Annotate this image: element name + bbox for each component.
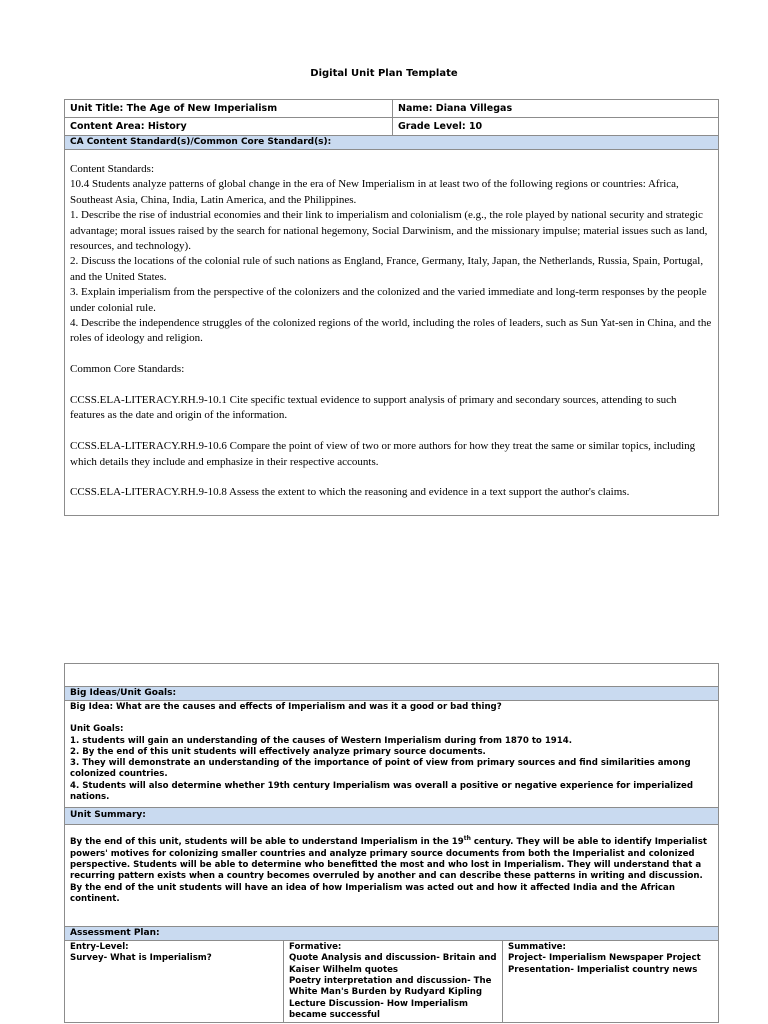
standards-body-row: [65, 150, 718, 515]
big-idea: Big Idea: What are the causes and effects of Imperialism and was it a good or bad thing?: [70, 702, 502, 712]
summative-column: [503, 941, 718, 1022]
assessment-header-row: [65, 927, 718, 941]
unit-goals-table: [64, 663, 719, 1023]
unit-goal-4: 4. Students will also determine whether 19th century Imperialism was overall a positive or negative experience for imperialized nations.: [70, 780, 693, 803]
summative-heading: Summative:: [508, 942, 566, 953]
formative-item: Poetry interpretation and discussion- The White Man's Burden by Rudyard Kipling: [289, 976, 492, 998]
summary-header: Unit Summary:: [70, 810, 146, 821]
unit-goals-heading: Unit Goals:: [70, 724, 124, 735]
summative-item: Project- Imperialism Newspaper Project: [508, 953, 701, 964]
standards-header: CA Content Standard(s)/Common Core Standard(s):: [70, 137, 332, 147]
common-core-heading: Common Core Standards:: [70, 363, 185, 376]
standard-2: 2. Discuss the locations of the colonial rule of such nations as England, France, Germany, Italy, Japan, the Netherlands, Russia, Spain, Portugal, and the United States.: [70, 255, 704, 283]
formative-item: Lecture Discussion- How Imperialism became successful: [289, 998, 468, 1020]
summary-body: [65, 825, 718, 926]
big-ideas-body: [65, 701, 718, 807]
content-area-row: [65, 118, 718, 136]
standards-header-row: [65, 136, 718, 150]
summary-header-row: [65, 808, 718, 825]
common-core-standard-6: CCSS.ELA-LITERACY.RH.9-10.6 Compare the point of view of two or more authors for how they treat the same or similar topics, including which details they include and emphasize in their respective accounts.: [70, 440, 696, 468]
formative-heading: Formative:: [289, 942, 342, 953]
standard-4: 4. Describe the independence struggles of the colonized regions of the world, including the roles of leaders, such as Sun Yat-sen in China, and the roles of ideology and religion.: [70, 317, 712, 345]
big-ideas-header: Big Ideas/Unit Goals:: [70, 688, 177, 698]
big-ideas-body-row: [65, 701, 718, 808]
standard-1: 1. Describe the rise of industrial economies and their link to imperialism and colonialism (e.g., the role played by national security and strategic advantage; moral issues raised by the search for national hegemony, Social Darwinism, and the missionary impulse; material issues such as land, resources, and technology).: [70, 209, 708, 253]
blank-row: [65, 664, 718, 687]
entry-level-column: [65, 941, 284, 1022]
unit-title-cell: Unit Title: The Age of New Imperialism: [65, 100, 393, 117]
standard-10-4: 10.4 Students analyze patterns of global change in the era of New Imperialism in at least two of the following regions or countries: Africa, Southeast Asia, China, India, Latin America, and the Philippines.: [70, 178, 679, 206]
formative-column: [284, 941, 503, 1022]
common-core-standard-1: CCSS.ELA-LITERACY.RH.9-10.1 Cite specific textual evidence to support analysis of primary and secondary sources, attending to such features as the date and origin of the information.: [70, 394, 677, 422]
entry-level-item: Survey- What is Imperialism?: [70, 953, 212, 964]
summary-body-row: [65, 825, 718, 927]
unit-title-row: [65, 100, 718, 118]
grade-level-cell: Grade Level: 10: [398, 121, 483, 132]
standard-3: 3. Explain imperialism from the perspective of the colonizers and the colonized and the varied immediate and long-term responses by the people under colonial rule.: [70, 286, 707, 314]
big-ideas-header-row: [65, 687, 718, 701]
assessment-body-row: [65, 941, 718, 1022]
assessment-header: Assessment Plan:: [70, 928, 160, 939]
content-area-cell: Content Area: History: [65, 118, 393, 135]
page-title: Digital Unit Plan Template: [310, 68, 458, 79]
entry-level-heading: Entry-Level:: [70, 942, 129, 953]
unit-goal-3: 3. They will demonstrate an understanding of the importance of point of view from primary sources and find similarities among colonized countries.: [70, 758, 691, 780]
common-core-standard-8: CCSS.ELA-LITERACY.RH.9-10.8 Assess the extent to which the reasoning and evidence in a text support the author's claims.: [70, 486, 630, 499]
summary-text: By the end of this unit, students will be able to understand Imperialism in the 19th century. They will be able to identify Imperialist powers' motives for colonizing smaller countries and analyze primary source documents from both the Imperialist and colonized perspective. Students will be able to determine who benefitted the most and who lost in Imperialism. They will understand that a recurring pattern exists when a country becomes overruled by another and can describe these patterns in writing and discussion. By the end of the unit students will have an idea of how Imperialism was acted out and how it affected India and the African continent.: [70, 835, 707, 904]
teacher-name-cell: Name: Diana Villegas: [398, 103, 513, 114]
unit-info-table: [64, 99, 719, 516]
content-standards-heading: Content Standards:: [70, 163, 155, 175]
unit-goal-1: 1. students will gain an understanding of the causes of Western Imperialism during from 1870 to 1914.: [70, 735, 573, 746]
summative-item: Presentation- Imperialist country news: [508, 964, 698, 975]
unit-goal-2: 2. By the end of this unit students will effectively analyze primary source documents.: [70, 746, 486, 757]
standards-body: [65, 150, 718, 515]
formative-item: Quote Analysis and discussion- Britain and Kaiser Wilhelm quotes: [289, 953, 497, 975]
